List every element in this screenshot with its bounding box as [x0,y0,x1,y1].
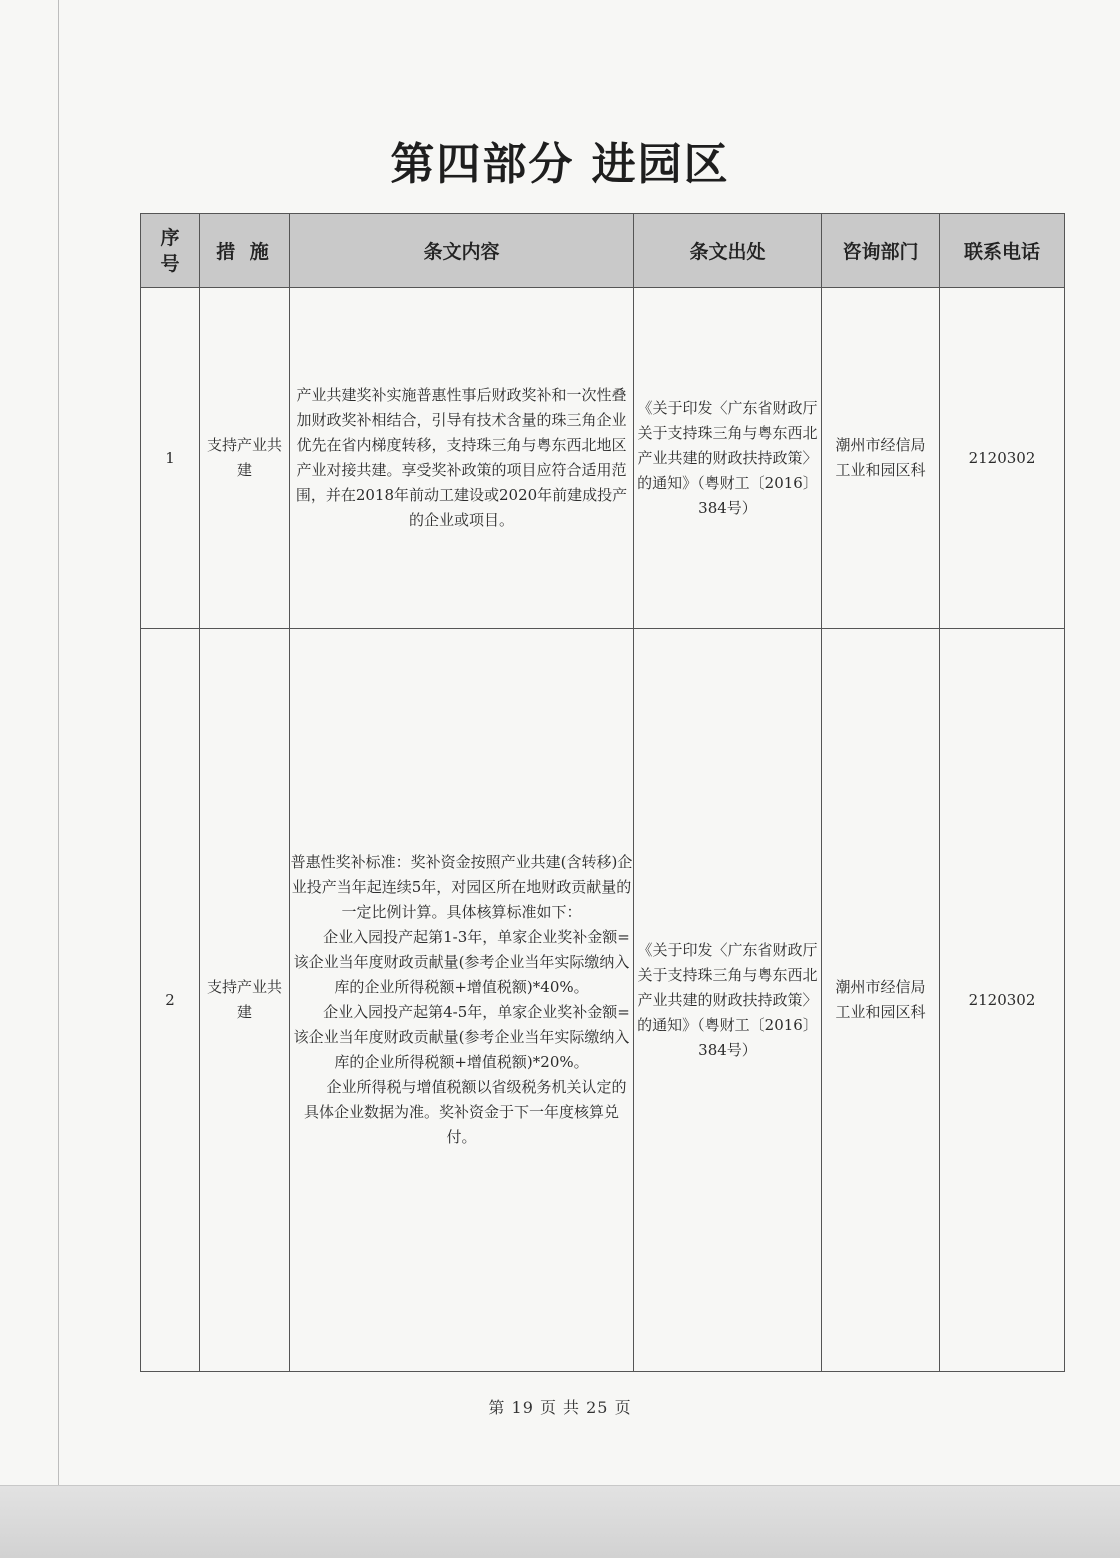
page-footer: 第 19 页 共 25 页 [488,1398,632,1417]
table-row [141,288,1065,629]
phone-cell: 2120302 [940,629,1065,1372]
header-content: 条文内容 [290,214,634,288]
page-title: 第四部分 进园区 [390,139,730,190]
content-cell [290,629,634,1372]
page-edge [0,1485,1120,1558]
header-seq: 序号 [141,214,200,288]
source-cell: 《关于印发〈广东省财政厅关于支持珠三角与粤东西北产业共建的财政扶持政策〉的通知》（粤财工〔2016〕384号） [634,629,822,1372]
content-paragraph: 企业所得税与增值税额以省级税务机关认定的具体企业数据为准。奖补资金于下一年度核算兑付。 [303,1078,627,1146]
binding-line [58,0,59,1490]
content-cell [290,288,634,629]
content-paragraph: 产业共建奖补实施普惠性事后财政奖补和一次性叠加财政奖补相结合，引导有技术含量的珠三角企业优先在省内梯度转移，支持珠三角与粤东西北地区产业对接共建。享受奖补政策的项目应符合适用范围，并在2018年前动工建设或2020年前建成投产的企业或项目。 [295,386,628,529]
seq-cell: 1 [141,288,200,629]
department-cell: 潮州市经信局 工业和园区科 [822,288,940,629]
header-phone: 联系电话 [940,214,1065,288]
table-row [141,629,1065,1372]
header-measure: 措 施 [200,214,290,288]
table-header-row [141,214,1065,288]
department-cell: 潮州市经信局 工业和园区科 [822,629,940,1372]
content-paragraph: 普惠性奖补标准：奖补资金按照产业共建(含转移)企业投产当年起连续5年，对园区所在地财政贡献量的一定比例计算。具体核算标准如下： [290,853,633,921]
policy-table [140,213,1065,1372]
phone-cell: 2120302 [940,288,1065,629]
measure-cell: 支持产业共建 [200,629,290,1372]
seq-cell: 2 [141,629,200,1372]
header-source: 条文出处 [634,214,822,288]
content-paragraph: 企业入园投产起第4-5年，单家企业奖补金额=该企业当年度财政贡献量(参考企业当年实际缴纳入库的企业所得税额+增值税额)*20%。 [293,1003,630,1071]
measure-cell: 支持产业共建 [200,288,290,629]
source-cell: 《关于印发〈广东省财政厅关于支持珠三角与粤东西北产业共建的财政扶持政策〉的通知》（粤财工〔2016〕384号） [634,288,822,629]
content-paragraph: 企业入园投产起第1-3年，单家企业奖补金额=该企业当年度财政贡献量(参考企业当年实际缴纳入库的企业所得税额+增值税额)*40%。 [293,928,630,996]
header-department: 咨询部门 [822,214,940,288]
